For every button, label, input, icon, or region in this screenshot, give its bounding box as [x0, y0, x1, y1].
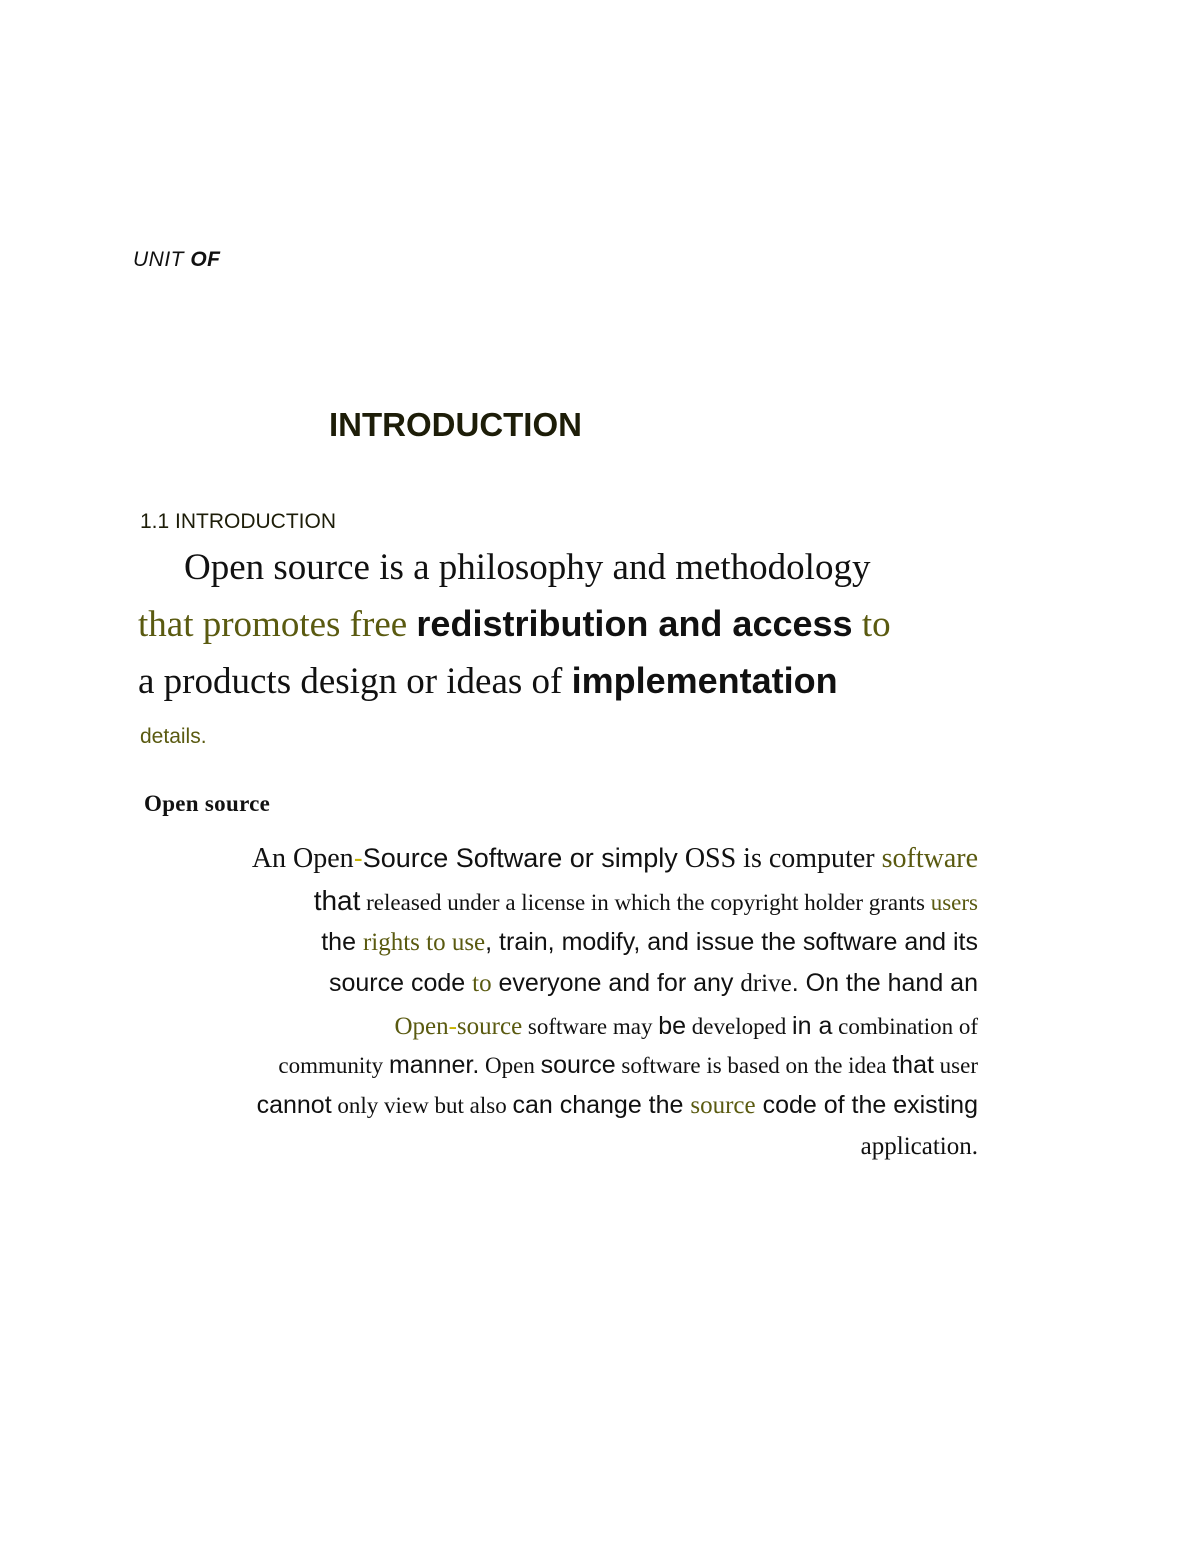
- intro-line-3: [138, 660, 838, 703]
- intro-line-2: [138, 603, 891, 646]
- intro-line-1: Open source is a philosophy and methodology: [184, 547, 871, 588]
- oss-text: can change the: [512, 1091, 691, 1119]
- intro-line-4: details.: [140, 725, 207, 748]
- intro-text: a products design or ideas of: [138, 661, 572, 702]
- oss-text: only view but also: [331, 1093, 513, 1118]
- oss-text: -: [353, 843, 363, 873]
- oss-text: cannot: [256, 1091, 332, 1119]
- oss-line-5: [394, 1012, 978, 1041]
- oss-text: to: [472, 970, 492, 997]
- oss-text: source: [540, 1051, 616, 1079]
- oss-text: released under a license in which the copyright holder grants: [360, 890, 931, 915]
- oss-text: that: [313, 885, 361, 916]
- oss-text: An Open: [251, 843, 354, 874]
- oss-text: users: [930, 890, 978, 915]
- oss-text: combination of: [832, 1014, 978, 1039]
- oss-text: software is based on the idea: [615, 1053, 893, 1078]
- section-title: 1.1 INTRODUCTION: [140, 510, 337, 533]
- intro-text: to: [852, 604, 891, 645]
- chapter-title: INTRODUCTION: [329, 406, 582, 443]
- oss-text: source: [690, 1092, 756, 1119]
- oss-text: community: [278, 1053, 389, 1078]
- oss-text: everyone and for any: [491, 969, 741, 997]
- oss-line-4: [329, 969, 978, 998]
- unit-of-label: OF: [190, 248, 221, 271]
- oss-line-2: [314, 885, 978, 917]
- oss-line-3: [321, 928, 978, 957]
- subheading: Open source: [144, 791, 271, 816]
- oss-line-1: [252, 843, 978, 875]
- oss-line-8: application.: [860, 1133, 978, 1160]
- oss-text: be: [658, 1012, 687, 1040]
- oss-text: manner.: [388, 1051, 480, 1079]
- oss-text: source: [456, 1013, 523, 1040]
- oss-text: OSS is computer: [677, 843, 882, 874]
- oss-text: code of the existing: [755, 1091, 978, 1119]
- unit-label: UNIT: [133, 248, 184, 271]
- unit-heading: [133, 248, 221, 272]
- oss-text: software: [881, 843, 978, 874]
- oss-text: -: [448, 1013, 457, 1040]
- oss-text: that: [892, 1051, 934, 1079]
- oss-text: the: [321, 928, 363, 956]
- oss-text: user: [933, 1053, 978, 1078]
- oss-text: , train, modify, and issue the software and its: [485, 928, 978, 956]
- oss-text: drive: [740, 970, 792, 997]
- oss-text: developed: [686, 1014, 793, 1039]
- oss-text: source code: [328, 969, 473, 997]
- oss-text: . On the hand an: [791, 969, 978, 997]
- intro-text: that promotes free: [138, 604, 417, 645]
- oss-text: Source Software or simply: [362, 843, 678, 873]
- intro-emphasis: implementation: [571, 660, 838, 701]
- oss-text: rights to use: [362, 929, 486, 956]
- oss-line-6: [278, 1051, 978, 1080]
- oss-line-7: [257, 1091, 978, 1120]
- oss-text: Open: [394, 1013, 449, 1040]
- intro-emphasis: redistribution and access: [416, 603, 853, 644]
- oss-text: software may: [522, 1014, 659, 1039]
- oss-text: Open: [479, 1053, 541, 1078]
- oss-text: in a: [792, 1012, 833, 1040]
